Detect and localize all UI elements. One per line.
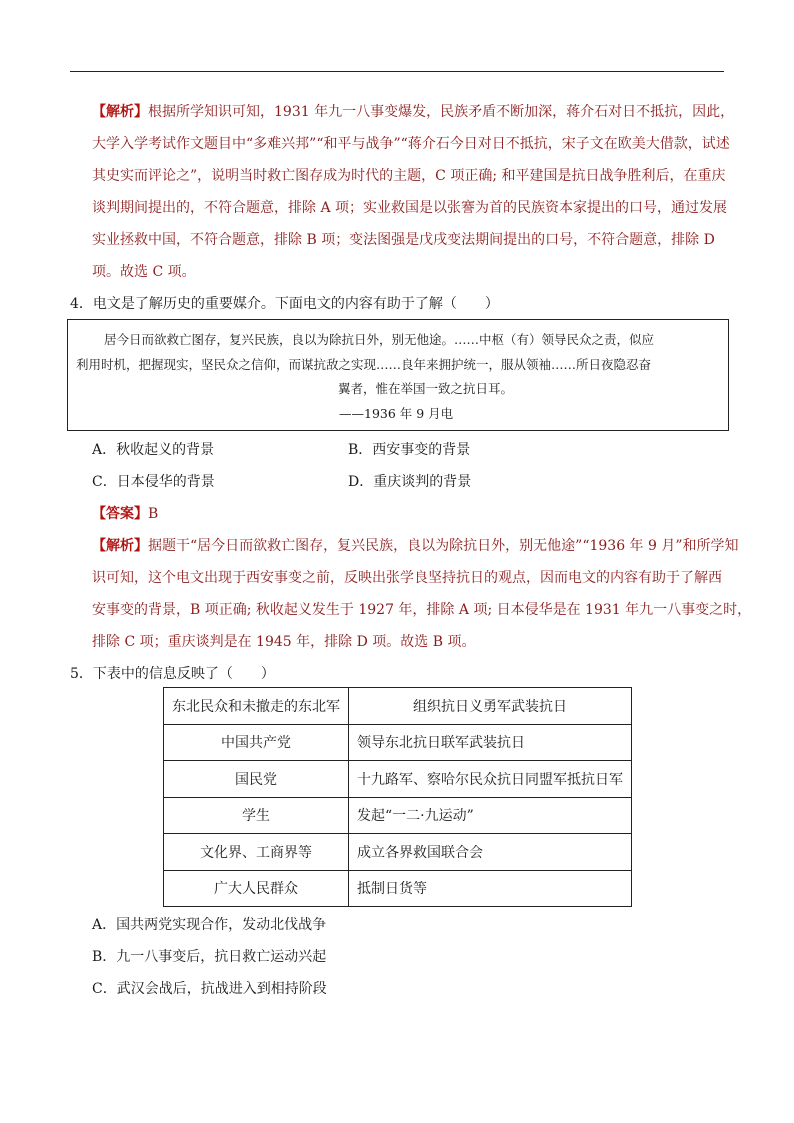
option-d: D．重庆谈判的背景 bbox=[348, 474, 472, 490]
quote-line: 翼者，惟在举国一致之抗日耳。 bbox=[338, 381, 514, 396]
table-cell: 东北民众和未撤走的东北军 bbox=[164, 688, 349, 725]
analysis-tag: 【解析】 bbox=[92, 104, 148, 120]
table-cell: 抵制日货等 bbox=[349, 870, 632, 907]
option-a: A．国共两党实现合作，发动北伐战争 bbox=[92, 917, 327, 933]
table-cell: 中国共产党 bbox=[164, 724, 349, 761]
table-row bbox=[164, 761, 632, 798]
header-rule bbox=[70, 71, 724, 72]
table-cell: 十九路军、察哈尔民众抗日同盟军抵抗日军 bbox=[349, 761, 632, 798]
telegram-quote-box bbox=[67, 319, 729, 431]
table-cell: 组织抗日义勇军武装抗日 bbox=[349, 688, 632, 725]
analysis-tag: 【解析】 bbox=[92, 538, 148, 554]
table-cell: 广大人民群众 bbox=[164, 870, 349, 907]
analysis-line: 【解析】据题干“居今日而欲救亡图存，复兴民族，良以为除抗日外，别无他途”“1936 年 9 月”和所学知 bbox=[92, 538, 739, 554]
analysis-line: 大学入学考试作文题目中“多难兴邦”“和平与战争”“蒋介石今日对日不抵抗，宋子文在欧美大借款，试述 bbox=[92, 136, 730, 152]
table-row bbox=[164, 724, 632, 761]
analysis-line: 识可知，这个电文出现于西安事变之前，反映出张学良坚持抗日的观点，因而电文的内容有助于了解西 bbox=[92, 570, 722, 586]
option-c: C．武汉会战后，抗战进入到相持阶段 bbox=[92, 981, 327, 997]
analysis-line: 实业拯救中国，不符合题意，排除 B 项；变法图强是戊戌变法期间提出的口号，不符合题意，排除 D bbox=[92, 232, 715, 248]
analysis-line: 排除 C 项；重庆谈判是在 1945 年，排除 D 项。故选 B 项。 bbox=[92, 634, 476, 650]
analysis-line: 【解析】根据所学知识可知，1931 年九一八事变爆发，民族矛盾不断加深，蒋介石对日不抵抗，因此， bbox=[92, 104, 735, 120]
table-cell: 发起“一二·九运动” bbox=[349, 797, 632, 834]
table-row bbox=[164, 688, 632, 725]
table-cell: 成立各界救国联合会 bbox=[349, 834, 632, 871]
table-row bbox=[164, 834, 632, 871]
table-cell: 文化界、工商界等 bbox=[164, 834, 349, 871]
option-a: A．秋收起义的背景 bbox=[92, 442, 215, 458]
quote-line: 居今日而欲救亡图存，复兴民族，良以为除抗日外，别无他途。……中枢（有）领导民众之责，似应 bbox=[104, 332, 655, 347]
question-5-stem: 5．下表中的信息反映了（ ） bbox=[70, 666, 275, 682]
quote-source: ——1936 年 9 月电 bbox=[339, 406, 454, 421]
info-table bbox=[163, 687, 632, 907]
analysis-line: 其史实而评论之”，说明当时救亡图存成为时代的主题，C 项正确; 和平建国是抗日战争胜利后，在重庆 bbox=[92, 168, 726, 184]
option-b: B．九一八事变后，抗日救亡运动兴起 bbox=[92, 949, 327, 965]
option-c: C．日本侵华的背景 bbox=[92, 474, 215, 490]
table-row bbox=[164, 870, 632, 907]
answer-value: B bbox=[148, 506, 159, 522]
analysis-line: 安事变的背景，B 项正确; 秋收起义发生于 1927 年，排除 A 项; 日本侵华是在 1931 年九一八事变之时， bbox=[92, 602, 752, 618]
answer-tag: 【答案】 bbox=[92, 506, 148, 522]
analysis-line: 项。故选 C 项。 bbox=[92, 264, 196, 280]
table-row bbox=[164, 797, 632, 834]
answer-q4 bbox=[92, 503, 158, 523]
table-cell: 国民党 bbox=[164, 761, 349, 798]
table-cell: 学生 bbox=[164, 797, 349, 834]
quote-line: 利用时机，把握现实，坚民众之信仰，而谋抗敌之实现……良年来拥护统一，服从领袖……所日夜隐忍奋 bbox=[76, 357, 652, 372]
question-4-stem: 4．电文是了解历史的重要媒介。下面电文的内容有助于了解（ ） bbox=[70, 296, 499, 312]
option-b: B．西安事变的背景 bbox=[348, 442, 471, 458]
table-cell: 领导东北抗日联军武装抗日 bbox=[349, 724, 632, 761]
analysis-line: 谈判期间提出的，不符合题意，排除 A 项；实业救国是以张謇为首的民族资本家提出的口号，通过发展 bbox=[92, 200, 728, 216]
